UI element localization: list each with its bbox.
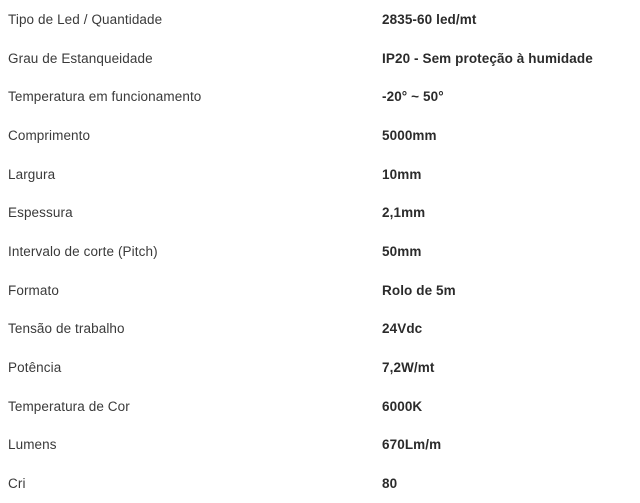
table-row xyxy=(0,77,640,116)
spec-value: 80 xyxy=(382,476,398,492)
spec-label: Temperatura em funcionamento xyxy=(8,89,202,105)
table-row xyxy=(0,348,640,387)
table-row xyxy=(0,39,640,78)
spec-value: 10mm xyxy=(382,166,422,182)
spec-label: Tipo de Led / Quantidade xyxy=(8,11,163,27)
spec-label: Grau de Estanqueidade xyxy=(8,50,153,66)
table-row xyxy=(0,155,640,194)
spec-label: Lumens xyxy=(8,437,57,453)
spec-value: IP20 - Sem proteção à humidade xyxy=(382,50,593,66)
spec-value: Rolo de 5m xyxy=(382,282,456,298)
table-row xyxy=(0,310,640,349)
spec-label: Potência xyxy=(8,360,62,376)
table-row xyxy=(0,426,640,465)
spec-label: Espessura xyxy=(8,205,73,221)
spec-label: Largura xyxy=(8,166,56,182)
spec-label: Cri xyxy=(8,476,26,492)
spec-label: Formato xyxy=(8,282,59,298)
table-row xyxy=(0,116,640,155)
spec-value: -20° ~ 50° xyxy=(382,89,444,105)
table-row xyxy=(0,193,640,232)
table-row xyxy=(0,0,640,39)
table-row xyxy=(0,232,640,271)
table-row xyxy=(0,464,640,503)
table-row xyxy=(0,271,640,310)
spec-value: 24Vdc xyxy=(382,321,423,337)
spec-label: Intervalo de corte (Pitch) xyxy=(8,243,158,259)
table-row xyxy=(0,387,640,426)
spec-value: 7,2W/mt xyxy=(382,360,435,376)
spec-value: 670Lm/m xyxy=(382,437,442,453)
spec-label: Comprimento xyxy=(8,127,91,143)
spec-label: Temperatura de Cor xyxy=(8,398,130,414)
spec-value: 2835-60 led/mt xyxy=(382,11,477,27)
spec-label: Tensão de trabalho xyxy=(8,321,125,337)
spec-value: 2,1mm xyxy=(382,205,426,221)
spec-value: 6000K xyxy=(382,398,423,414)
spec-value: 50mm xyxy=(382,243,422,259)
spec-value: 5000mm xyxy=(382,127,437,143)
